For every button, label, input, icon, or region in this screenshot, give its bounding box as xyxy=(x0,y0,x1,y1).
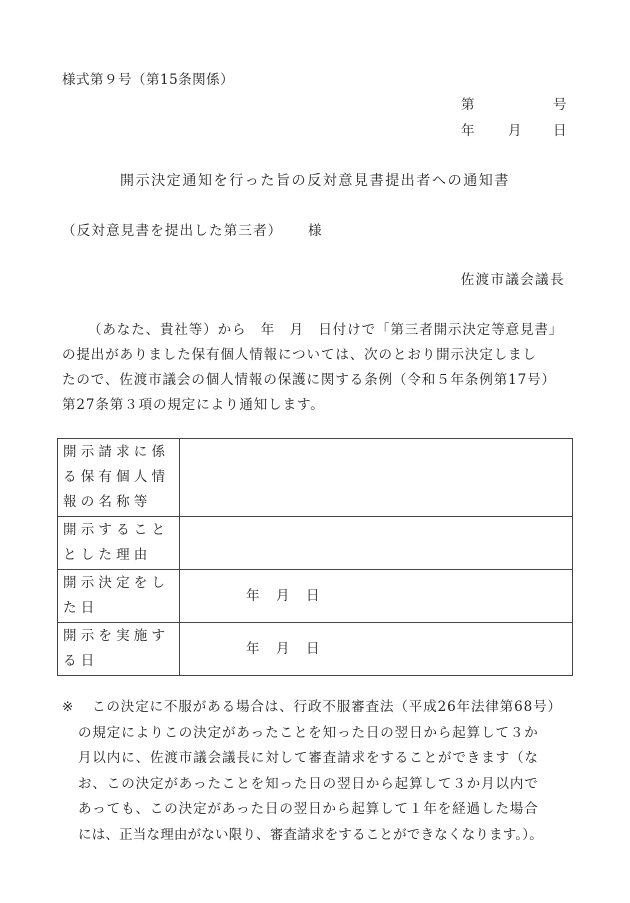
value-info-name xyxy=(180,439,573,517)
disclosure-info-table xyxy=(57,438,573,676)
number-prefix: 第 xyxy=(461,97,475,113)
date-month: 月 xyxy=(508,123,522,139)
form-number: 様式第９号（第15条関係） xyxy=(62,72,235,88)
addressee xyxy=(62,219,323,239)
note-line: 月以内に、佐渡市議会議長に対して審査請求をすることができます（な xyxy=(78,750,539,766)
label-reason: 開示すること とした理由 xyxy=(58,517,180,570)
label-implementation-date: 開示を実施す る日 xyxy=(58,623,180,676)
date-year: 年 xyxy=(461,123,475,139)
value-implementation-date: 年 月 日 xyxy=(180,623,573,676)
note-line: には、正当な理由がない限り、審査請求をすることができなくなります。）。 xyxy=(78,826,543,843)
note-line: お、この決定があったことを知った日の翌日から起算して３か月以内で xyxy=(78,775,539,792)
table-row xyxy=(58,623,573,676)
document-title: 開示決定通知を行った旨の反対意見書提出者への通知書 xyxy=(120,173,510,189)
date-day: 日 xyxy=(553,123,567,139)
table-row xyxy=(58,517,573,570)
table-row xyxy=(58,570,573,623)
value-reason xyxy=(180,517,573,570)
body-line: 第27条第３項の規定により通知します。 xyxy=(62,397,325,413)
appeal-notice xyxy=(62,695,582,848)
note-mark: ※ xyxy=(62,699,75,715)
number-suffix: 号 xyxy=(553,97,567,113)
note-line: の規定によりこの決定があったことを知った日の翌日から起算して３か xyxy=(78,724,539,741)
note-line: あっても、この決定があった日の翌日から起算して１年を経過した場合 xyxy=(78,801,539,817)
notice-body xyxy=(62,318,572,418)
addressee-honorific: 様 xyxy=(308,223,323,239)
sender-name: 佐渡市議会議長 xyxy=(460,272,565,288)
label-decision-date: 開示決定をし た日 xyxy=(58,570,180,623)
body-line: の提出がありました保有個人情報については、次のとおり開示決定しまし xyxy=(62,347,537,363)
note-line: ※ この決定に不服がある場合は、行政不服審査法（平成26年法律第68号） xyxy=(62,695,582,721)
addressee-name: （反対意見書を提出した第三者） xyxy=(62,223,283,239)
label-info-name: 開示請求に係 る保有個人情 報の名称等 xyxy=(58,439,180,517)
body-line: たので、佐渡市議会の個人情報の保護に関する条例（令和５年条例第17号） xyxy=(62,372,556,388)
table-row xyxy=(58,439,573,517)
value-decision-date: 年 月 日 xyxy=(180,570,573,623)
body-line: （あなた、貴社等）から 年 月 日付けで「第三者開示決定等意見書」 xyxy=(88,322,564,338)
